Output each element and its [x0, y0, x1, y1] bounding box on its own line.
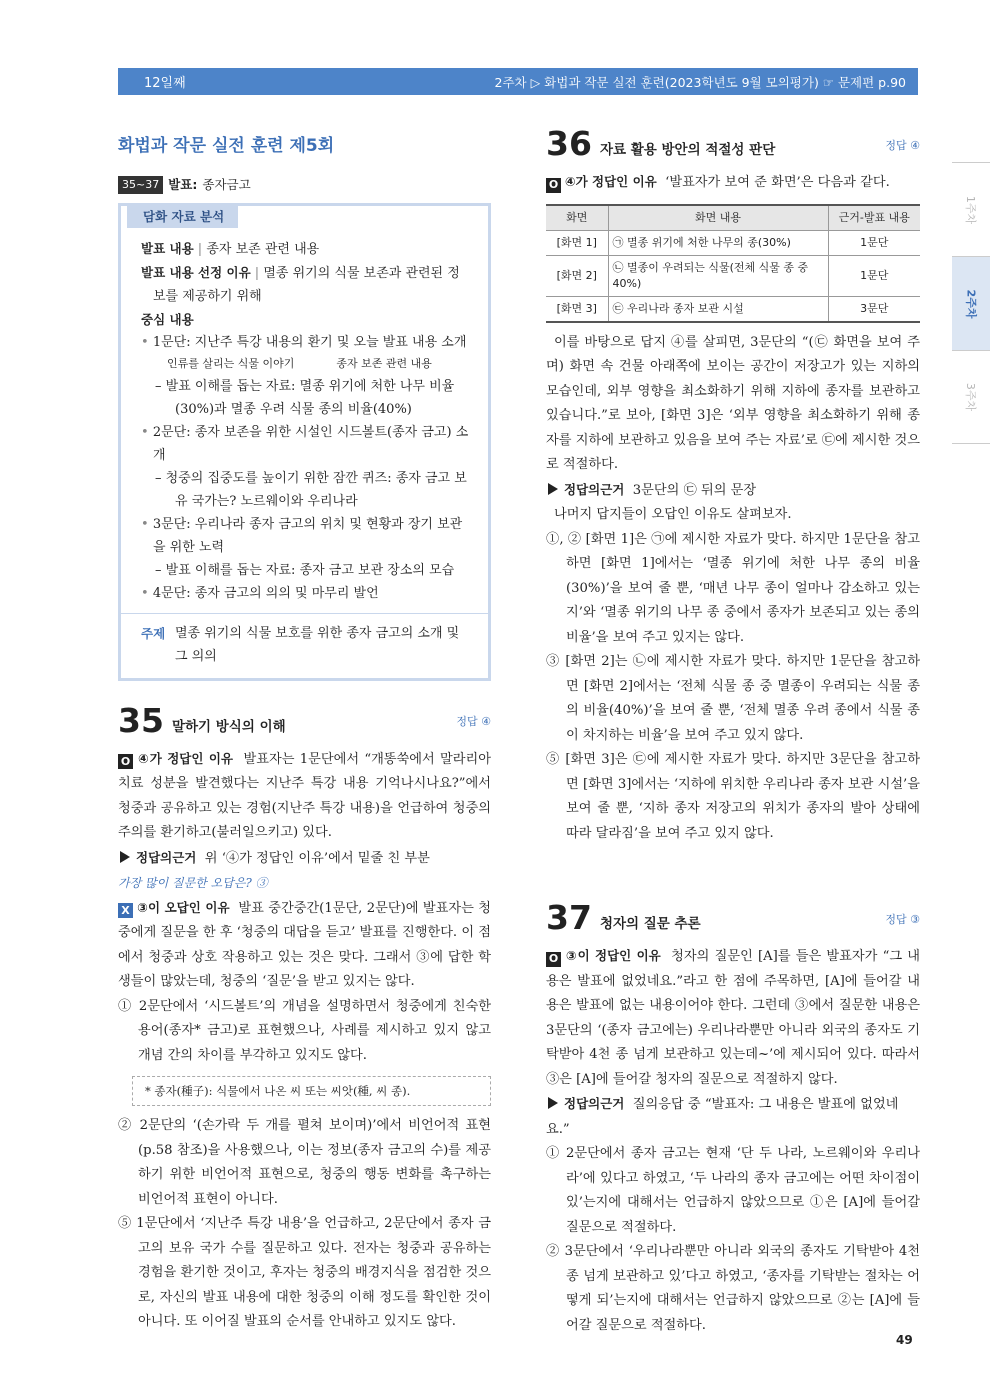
- q35-wrong-reason: [118, 896, 491, 995]
- table-cell: ㉠ 멸종 위기에 처한 나무의 종(30%): [608, 230, 828, 255]
- theme-row: [121, 613, 488, 668]
- page-number: 49: [896, 1333, 913, 1347]
- table-cell: [화면 3]: [546, 296, 608, 322]
- q36-explanation: 이를 바탕으로 답지 ④를 살피면, 3문단의 “(㉢ 화면을 보여 주며) 화면 속 건물 아래쪽에 보이는 공간이 저장고가 있는 지하의 모습인데, 외부 영향을 최소화하기 위해 지하에 종자를 보관하고 있습니다.”로 보아, [화면 3]은 ‘외부 영향을 최소화하기 위해 종자를 지하에 보관하고 있음을 보여 주는 자료’로 ㉢에 제시한 것으로 적절하다.: [546, 334, 920, 472]
- q37-text1: 청자의 질문인 [A]를 들은 발표자가 “그 내용은 발표에 없었네요.”라고 한 점에 주목하면, [A]에 들어갈 내용은 발표에 없는 내용이어야 한다. 그런데 ③에서 질문한 내용은 3문단의 ‘(종자 금고에는) 우리나라뿐만 아니라 외국의 종자도 기탁받아 4천 종 넘게 보관하고 있는데~’에 제시되어 있다. 따라서 ③은 [A]에 들어갈 청자의 질문으로 적절하지 않다.: [546, 949, 920, 1087]
- core-p3-text: 3문단: 우리나라 종자 금고의 위치 및 현황과 장기 보관을 위한 노력: [152, 516, 463, 555]
- q37-basis: [546, 1092, 920, 1142]
- q37-answer: 정답 ③: [885, 912, 920, 926]
- q36-basis-text: 3문단의 ㉢ 뒤의 문장: [632, 482, 757, 498]
- core-p1: • 1문단: 지난주 특강 내용의 환기 및 오늘 발표 내용 소개: [141, 334, 467, 350]
- annotation-1: 인류를 살리는 식물 이야기: [167, 356, 295, 370]
- core-p2-sub: – 청중의 집중도를 높이기 위한 잠깐 퀴즈: 종자 금고 보유 국가는? 노르웨이와 우리나라: [155, 470, 467, 509]
- table-row: [546, 255, 920, 296]
- q37-basis-text: 질의응답 중 “발표자: 그 내용은 발표에 없었네요.”: [546, 1097, 899, 1137]
- table-header: 화면: [546, 205, 608, 231]
- core-annotations: [141, 356, 470, 371]
- q36-number: 36: [546, 124, 592, 163]
- analysis-box: [118, 203, 491, 681]
- q36-header: [546, 124, 920, 163]
- left-column: [118, 128, 491, 1335]
- analysis-title: 담화 자료 분석: [127, 206, 238, 228]
- q35-title: 말하기 방식의 이해: [171, 718, 286, 735]
- content-label: 발표 내용: [141, 240, 194, 256]
- analysis-body: [121, 231, 488, 605]
- q35-text2: 발표 중간중간(1문단, 2문단)에 발표자는 청중에게 질문을 한 후 ‘청중의 대답을 듣고’ 발표를 진행한다. 이 점에서 청중과 상호 작용하고 있는 것은 맞다. 그래서 ③에 답한 학생들이 많았는데, 청중의 ‘질문’을 받고 있지는 않다.: [118, 900, 491, 989]
- table-cell: ㉢ 우리나라 종자 보관 시설: [608, 296, 828, 322]
- side-tab-week1[interactable]: [952, 162, 990, 256]
- q36-title: 자료 활용 방안의 적절성 판단: [599, 142, 776, 158]
- table-cell: ㉡ 멸종이 우려되는 식물(전체 식물 종 중 40%): [608, 255, 828, 296]
- q35-basis: [118, 846, 491, 872]
- q35-lead1: ④가 정답인 이유: [137, 750, 233, 766]
- reason-text: 멸종 위기의 식물 보존과 관련된 정보를 제공하기 위해: [153, 265, 460, 304]
- q36-basis: [546, 478, 920, 504]
- core-label: 중심 내용: [141, 311, 194, 327]
- reason-label: 발표 내용 선정 이유: [141, 264, 251, 280]
- q36-text1: ‘발표자가 보여 준 화면’은 다음과 같다.: [665, 175, 890, 190]
- q36-answer: 정답 ④: [885, 138, 920, 152]
- range-topic: 종자금고: [202, 176, 251, 192]
- header-breadcrumb: 2주차 ▷ 화법과 작문 실전 훈련(2023학년도 9월 모의평가) ☞ 문제편 p.90: [494, 74, 906, 90]
- q36-basis-label: 정답의근거: [564, 481, 625, 497]
- core-p4: • 4문단: 종자 금고의 의의 및 마무리 발언: [141, 585, 379, 601]
- q35-item3: ⑤ 1문단에서 ‘지난주 특강 내용’을 언급하고, 2문단에서 종자 금고의 보유 국가 수를 질문하고 있다. 전자는 청중과 공유하는 경험을 환기한 것이고, 후자는 청중의 배경지식을 점검한 것으로, 자신의 발표 내용에 대한 청중의 이해 정도를 확인한 것이 아니다. 또 이어질 발표의 순서를 안내하고 있지도 않다.: [118, 1216, 491, 1329]
- table-cell: [화면 1]: [546, 230, 608, 255]
- content-text: 종자 보존 관련 내용: [206, 241, 320, 257]
- table-row: [546, 230, 920, 255]
- q35-text1: 발표자는 1문단에서 “개똥쑥에서 말라리아 치료 성분을 발견했다는 지난주 특강 내용 기억나시나요?”에서 청중과 공유하고 있는 경험(지난주 특강 내용)을 언급하여 청중의 주의를 환기하고(불러일으키고) 있다.: [118, 751, 491, 840]
- correct-mark-icon: O: [546, 178, 561, 193]
- arrow-icon: [548, 1097, 558, 1109]
- side-tab-label: 1주차: [963, 195, 977, 224]
- correct-mark-icon: O: [546, 952, 561, 967]
- reason-row: 발표 내용 선정 이유 | 멸종 위기의 식물 보존과 관련된 정보를 제공하기 위해: [141, 264, 460, 304]
- q36-lead1: ④가 정답인 이유: [565, 174, 657, 189]
- q37-basis-label: 정답의근거: [564, 1096, 625, 1111]
- side-tab-label: 3주차: [963, 382, 977, 412]
- q35-lead2: ③이 오답인 이유: [137, 899, 230, 915]
- q37-item1: ① 2문단에서 종자 금고는 현재 ‘단 두 나라, 노르웨이와 우리나라’에 있다고 하였고, ‘두 나라의 종자 금고에는 어떤 차이점이 있’는지에 대해서는 언급하지 않았으므로 ①은 [A]에 들어갈 질문으로 적절하다.: [546, 1146, 920, 1235]
- correct-mark-icon: O: [118, 754, 133, 769]
- q36-correct-reason: [546, 170, 920, 196]
- table-row: [546, 296, 920, 322]
- q35-basis-label: 정답의근거: [136, 849, 197, 865]
- q35-item1: ① 2문단에서 ‘시드볼트’의 개념을 설명하면서 청중에게 친숙한 용어(종자* 금고)로 표현했으나, 사례를 제시하고 있지 않고 개념 간의 차이를 부각하고 있지도 않다.: [118, 998, 491, 1063]
- theme-text: 멸종 위기의 식물 보호를 위한 종자 금고의 소개 및 그 의의: [175, 625, 460, 664]
- header-day: 12일째: [144, 76, 186, 91]
- side-tab-label: 2주차: [964, 289, 977, 318]
- core-p2-text: 2문단: 종자 보존을 위한 시설인 시드볼트(종자 금고) 소개: [152, 424, 469, 463]
- wrong-mark-icon: X: [118, 903, 133, 918]
- q37-header: [546, 898, 920, 937]
- arrow-icon: [120, 851, 130, 863]
- q35-correct-reason: [118, 747, 491, 846]
- q37-lead1: ③이 정답인 이유: [565, 948, 661, 963]
- q37-item2: ② 3문단에서 ‘우리나라뿐만 아니라 외국의 종자도 기탁받아 4천 종 넘게 보관하고 있’다고 하였고, ‘종자를 기탁받는 절차는 어떻게 되’는지에 대해서는 언급하지 않았으므로 ②는 [A]에 들어갈 질문으로 적절하다.: [546, 1244, 920, 1333]
- core-p1-sub: – 발표 이해를 돕는 자료: 멸종 위기에 처한 나무 비율(30%)과 멸종 우려 식물 종의 비율(40%): [155, 378, 455, 417]
- side-tabs: [952, 162, 990, 444]
- side-tab-week2[interactable]: [952, 256, 990, 350]
- theme-label: 주제: [141, 625, 166, 641]
- q37-correct-reason: [546, 944, 920, 1092]
- table-header: 화면 내용: [608, 205, 828, 231]
- q35-item2: ② 2문단의 ‘(손가락 두 개를 펼쳐 보이며)’에서 비언어적 표현(p.58 참조)을 사용했으나, 이는 정보(종자 금고의 수)를 제공하기 위한 비언어적 표현으로, 청중의 행동 변화를 촉구하는 비언어적 표현이 아니다.: [118, 1118, 491, 1207]
- table-cell: [화면 2]: [546, 255, 608, 296]
- table-header: 근거-발표 내용: [828, 205, 920, 231]
- core-p3: • 3문단: 우리나라 종자 금고의 위치 및 현황과 장기 보관을 위한 노력: [141, 516, 463, 555]
- header-bar: [118, 68, 918, 95]
- table-cell: 1문단: [828, 255, 920, 296]
- table-cell: 1문단: [828, 230, 920, 255]
- section-title: 화법과 작문 실전 훈련 제5회: [118, 136, 335, 156]
- core-p2: • 2문단: 종자 보존을 위한 시설인 시드볼트(종자 금고) 소개: [141, 424, 469, 463]
- q36-others: 나머지 답지들이 오답인 이유도 살펴보자.: [554, 507, 792, 522]
- topic-line: [118, 173, 491, 198]
- q35-basis-text: 위 ‘④가 정답인 이유’에서 밑줄 친 부분: [204, 850, 430, 866]
- screen-table: [546, 204, 920, 323]
- table-cell: 3문단: [828, 296, 920, 322]
- annotation-2: 종자 보존 관련 내용: [336, 356, 432, 370]
- core-p4-text: 4문단: 종자 금고의 의의 및 마무리 발언: [152, 585, 379, 601]
- q36-item3: ⑤ [화면 3]은 ㉢에 제시한 자료가 맞다. 하지만 3문단을 참고하면 [화면 3]에서는 ‘지하에 위치한 우리나라 종자 보관 시설’을 보여 줄 뿐, ‘지하 종자 저장고의 위치가 종자의 발아 상태에 따라 달라짐’을 보여 주고 있지 않다.: [546, 752, 920, 841]
- q35-number: 35: [118, 700, 164, 740]
- q35-handwritten-note: 가장 많이 질문한 오답은? ③: [118, 876, 268, 890]
- q35-note: * 종자(種子): 식물에서 나온 씨 또는 씨앗(種, 씨 종).: [132, 1076, 491, 1106]
- right-column: [546, 124, 920, 1338]
- q35-header: [118, 700, 491, 740]
- range-tag: 35~37: [118, 176, 163, 194]
- range-label: 발표:: [168, 176, 198, 192]
- q36-item2: ③ [화면 2]는 ㉡에 제시한 자료가 맞다. 하지만 1문단을 참고하면 [화면 2]에서는 ‘전체 식물 종 중 멸종이 우려되는 식물 종의 비율(40%)’을 보여 줄 뿐, ‘전체 멸종 우려 종에서 식물 종이 차지하는 비율’을 보여 주고 있지 않다.: [546, 654, 920, 743]
- core-p3-sub: – 발표 이해를 돕는 자료: 종자 금고 보관 장소의 모습: [155, 562, 455, 578]
- q36-item1: ①, ② [화면 1]은 ㉠에 제시한 자료가 맞다. 하지만 1문단을 참고하면 [화면 1]에서는 ‘멸종 위기에 처한 나무 종의 비율(30%)’을 보여 줄 뿐, ‘매년 나무 종이 얼마나 감소하고 있는지’와 ‘멸종 위기의 나무 종 중에서 종자가 보존되고 있는 종의 비율’을 보여 주고 있지는 않다.: [546, 531, 920, 645]
- arrow-icon: [548, 483, 558, 495]
- side-tab-week3[interactable]: [952, 350, 990, 444]
- table-header-row: [546, 205, 920, 231]
- q35-answer: 정답 ④: [456, 715, 491, 728]
- q37-number: 37: [546, 898, 592, 937]
- q37-title: 청자의 질문 추론: [599, 916, 701, 932]
- content-row: 발표 내용 | 종자 보존 관련 내용: [141, 240, 320, 257]
- core-p1-text: 1문단: 지난주 특강 내용의 환기 및 오늘 발표 내용 소개: [152, 334, 467, 350]
